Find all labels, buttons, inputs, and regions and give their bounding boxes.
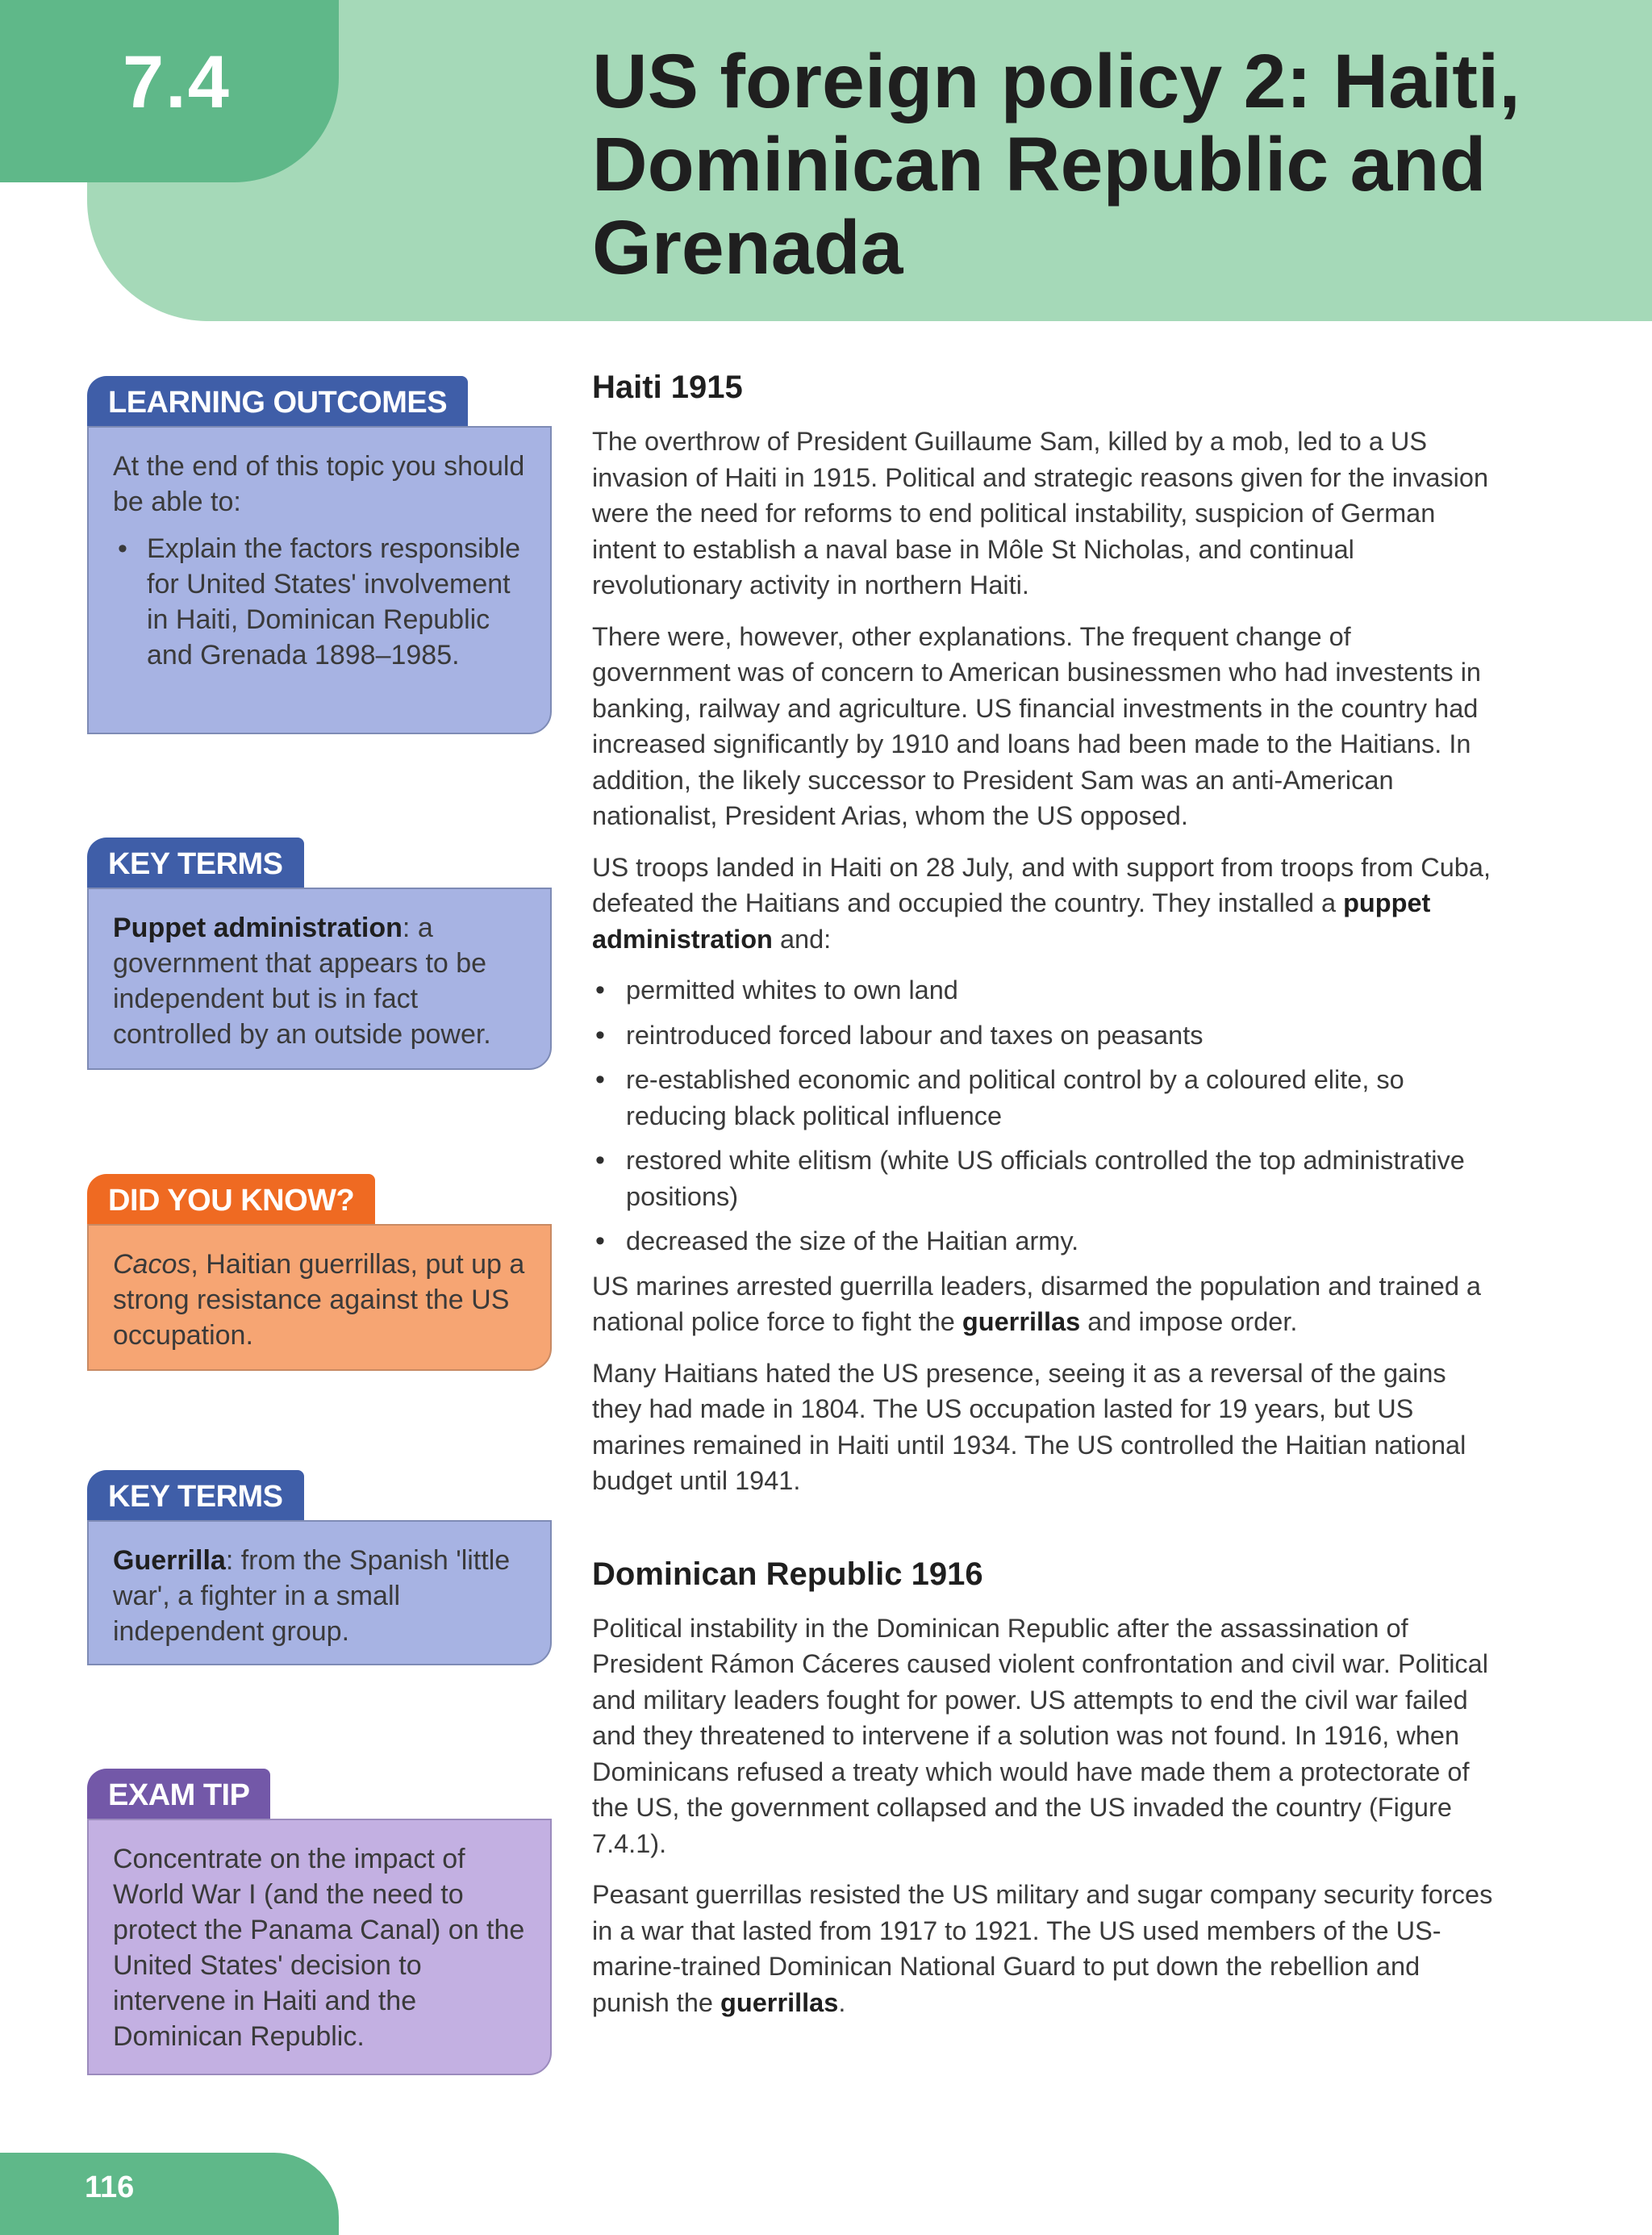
key-terms-body — [87, 1520, 552, 1665]
key-terms-box-puppet — [87, 838, 552, 1070]
key-term-highlight: puppet administration — [592, 888, 1431, 954]
paragraph: Many Haitians hated the US presence, seeing it as a reversal of the gains they had made in 1804. The US occupation lasted for 19 years, but US marines remained in Haiti until 1934. The US controlled the Haitian national budget until 1941. — [592, 1358, 1466, 1495]
exam-tip-box — [87, 1769, 552, 2075]
list-item: • restored white elitism (white US officials controlled the top administrative positions) — [592, 1143, 1496, 1214]
key-term-highlight: guerrillas — [720, 1987, 839, 2017]
key-term-text: : from the Spanish 'little war', a fighter in a small independent group. — [113, 1545, 511, 1647]
key-term-highlight: guerrillas — [962, 1307, 1081, 1336]
key-terms-box-guerrilla — [87, 1470, 552, 1665]
list-item: • re-established economic and political control by a coloured elite, so reducing black political influence — [592, 1062, 1496, 1134]
paragraph-text: US troops landed in Haiti on 28 July, and with support from troops from Cuba, defeated the Haitians and occupied the country. They installed a — [592, 852, 1491, 917]
did-you-know-italic: Cacos — [113, 1249, 191, 1280]
list-item: • permitted whites to own land — [592, 972, 1496, 1009]
section-spacer — [592, 1514, 1496, 1556]
page-number: 116 — [85, 2170, 135, 2204]
key-term: Puppet administration — [113, 913, 403, 943]
learning-outcomes-body — [87, 426, 552, 734]
paragraph — [592, 1877, 1496, 2020]
did-you-know-box — [87, 1174, 552, 1371]
page-title: US foreign policy 2: Haiti, Dominican Republic and Grenada — [592, 39, 1521, 290]
did-you-know-text — [113, 1247, 526, 1353]
bullet-list — [592, 972, 1496, 1260]
section-heading-dominican: Dominican Republic 1916 — [592, 1556, 983, 1592]
exam-tip-label: EXAM TIP — [87, 1769, 270, 1819]
paragraph — [592, 1268, 1496, 1340]
paragraph-text: and: — [772, 924, 832, 954]
section-heading-haiti: Haiti 1915 — [592, 370, 743, 405]
did-you-know-rest: , Haitian guerrillas, put up a strong resistance against the US occupation. — [113, 1249, 525, 1351]
key-term-text: : a government that appears to be independent but is in fact controlled by an outside power. — [113, 913, 491, 1050]
exam-tip-text: Concentrate on the impact of World War I (and the need to protect the Panama Canal) on the United States' decision to intervene in Haiti and the Dominican Republic. — [113, 1844, 525, 2052]
page-number-tab — [0, 2153, 339, 2235]
paragraph-text: and impose order. — [1080, 1307, 1298, 1336]
did-you-know-label: DID YOU KNOW? — [87, 1174, 375, 1224]
learning-outcome-item: • Explain the factors responsible for United States' involvement in Haiti, Dominican Republic and Grenada 1898–1985. — [113, 531, 526, 673]
exam-tip-body — [87, 1819, 552, 2075]
key-term: Guerrilla — [113, 1545, 226, 1576]
learning-outcomes-box — [87, 376, 552, 734]
key-term-definition — [113, 910, 526, 1052]
key-term-definition — [113, 1543, 526, 1649]
key-terms-label: KEY TERMS — [87, 838, 304, 888]
paragraph-text: US marines arrested guerrilla leaders, disarmed the population and trained a national police force to fight the — [592, 1271, 1482, 1336]
list-item: • reintroduced forced labour and taxes on peasants — [592, 1017, 1496, 1054]
learning-outcomes-intro: At the end of this topic you should be able to: — [113, 451, 525, 517]
chapter-number: 7.4 — [123, 41, 231, 123]
key-terms-body — [87, 888, 552, 1070]
main-content — [592, 370, 1496, 2036]
did-you-know-body — [87, 1224, 552, 1371]
learning-outcomes-label: LEARNING OUTCOMES — [87, 376, 468, 426]
paragraph: The overthrow of President Guillaume Sam, killed by a mob, led to a US invasion of Haiti in 1915. Political and strategic reasons given for the invasion were the need for reforms to end political instability, suspicion of German intent to establish a naval base in Môle St Nicholas, and continual revolutionary activity in northern Haiti. — [592, 427, 1489, 599]
list-item: • decreased the size of the Haitian army. — [592, 1223, 1496, 1260]
paragraph: Political instability in the Dominican Republic after the assassination of President Rámon Cáceres caused violent confrontation and civil war. Political and military leaders fought for power. US attempts to end the civil war failed and they threatened to intervene if a solution was not found. In 1916, when Dominicans refused a treaty which would have made them a protectorate of the US, the government collapsed and the US invaded the country (Figure 7.4.1). — [592, 1613, 1488, 1858]
paragraph — [592, 850, 1496, 958]
paragraph: There were, however, other explanations. The frequent change of government was of concern to American businessmen who had investents in banking, railway and agriculture. US financial investments in the country had increased significantly by 1910 and loans had been made to the Haitians. In addition, the likely successor to President Sam was an anti-American nationalist, President Arias, whom the US opposed. — [592, 621, 1481, 830]
paragraph-text: Peasant guerrillas resisted the US military and sugar company security forces in a war that lasted from 1917 to 1921. The US used members of the US-marine-trained Dominican National Guard to put down the rebellion and punish the — [592, 1880, 1493, 2017]
paragraph-text: . — [838, 1987, 846, 2017]
key-terms-label: KEY TERMS — [87, 1470, 304, 1520]
learning-outcomes-list — [113, 531, 526, 673]
